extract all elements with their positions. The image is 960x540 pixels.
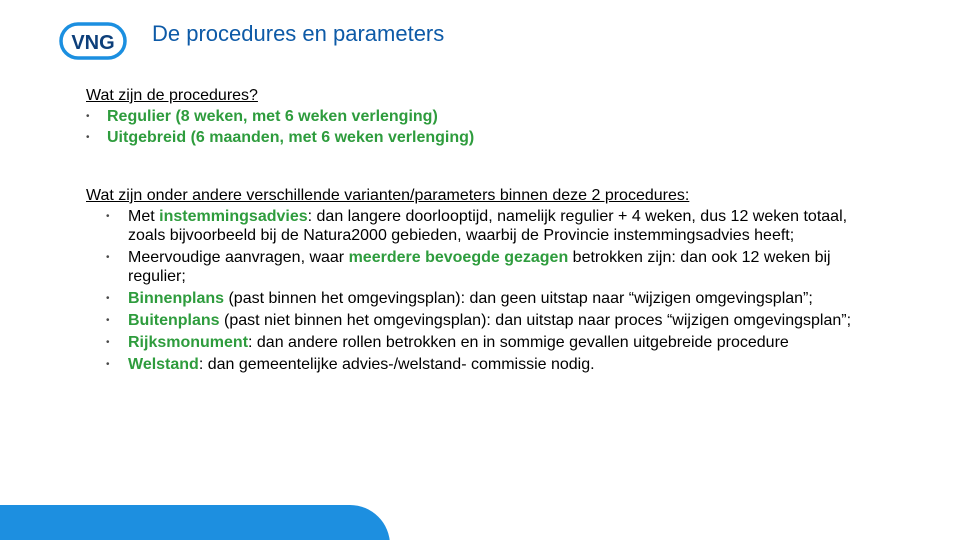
parameters-question: Wat zijn onder andere verschillende varianten/parameters binnen deze 2 procedures:: [86, 187, 690, 204]
item-text: (past binnen het omgevingsplan): dan geen uitstap naar “wijzigen omgevingsplan”;: [224, 290, 813, 307]
item-prefix: Meervoudige aanvragen, waar: [128, 249, 349, 266]
list-item: [106, 248, 886, 286]
item-prefix: Met: [128, 208, 160, 225]
item-term: meerdere bevoegde gezagen: [348, 249, 569, 266]
bullet-icon: •: [86, 132, 90, 143]
procedure-label: Uitgebreid (6 maanden, met 6 weken verlenging): [107, 129, 475, 146]
procedure-label: Regulier (8 weken, met 6 weken verlenging): [107, 108, 438, 125]
bullet-icon: •: [106, 293, 110, 304]
bullet-icon: •: [106, 337, 110, 348]
item-term: Buitenplans: [128, 312, 220, 329]
item-term: instemmingsadvies: [159, 208, 308, 225]
list-item: [86, 127, 906, 148]
vng-logo: [58, 20, 128, 62]
logo-text: VNG: [71, 32, 115, 54]
bullet-icon: •: [106, 359, 110, 370]
item-text: : dan andere rollen betrokken en in sommige gevallen uitgebreide procedure: [248, 334, 789, 351]
procedures-section: [86, 85, 906, 148]
item-text: : dan langere doorlooptijd, namelijk regulier + 4 weken, dus 12 weken totaal, zoals bijvoorbeeld bij de Natura2000 gebieden, waarbij de Provincie instemmingsadvies heeft;: [128, 208, 848, 244]
footer-decoration: [0, 505, 390, 540]
list-item: [106, 311, 886, 330]
item-term: Binnenplans: [128, 290, 225, 307]
parameters-section: [86, 186, 886, 374]
list-item: [86, 106, 906, 127]
parameters-list: [86, 207, 886, 374]
item-text: betrokken zijn: dan ook 12 weken bij regulier;: [128, 249, 831, 285]
list-item: [106, 355, 886, 374]
procedures-question: Wat zijn de procedures?: [86, 87, 258, 104]
bullet-icon: •: [106, 252, 110, 263]
item-text: (past niet binnen het omgevingsplan): dan uitstap naar proces “wijzigen omgevingsplan”;: [219, 312, 852, 329]
list-item: [106, 333, 886, 352]
procedures-list: [86, 106, 906, 148]
bullet-icon: •: [86, 111, 90, 122]
list-item: [106, 289, 886, 308]
bullet-icon: •: [106, 211, 110, 222]
item-term: Welstand: [128, 356, 199, 373]
item-term: Rijksmonument: [128, 334, 249, 351]
item-text: : dan gemeentelijke advies-/welstand- commissie nodig.: [198, 356, 595, 373]
bullet-icon: •: [106, 315, 110, 326]
page-title: De procedures en parameters: [152, 21, 445, 46]
list-item: [106, 207, 886, 245]
